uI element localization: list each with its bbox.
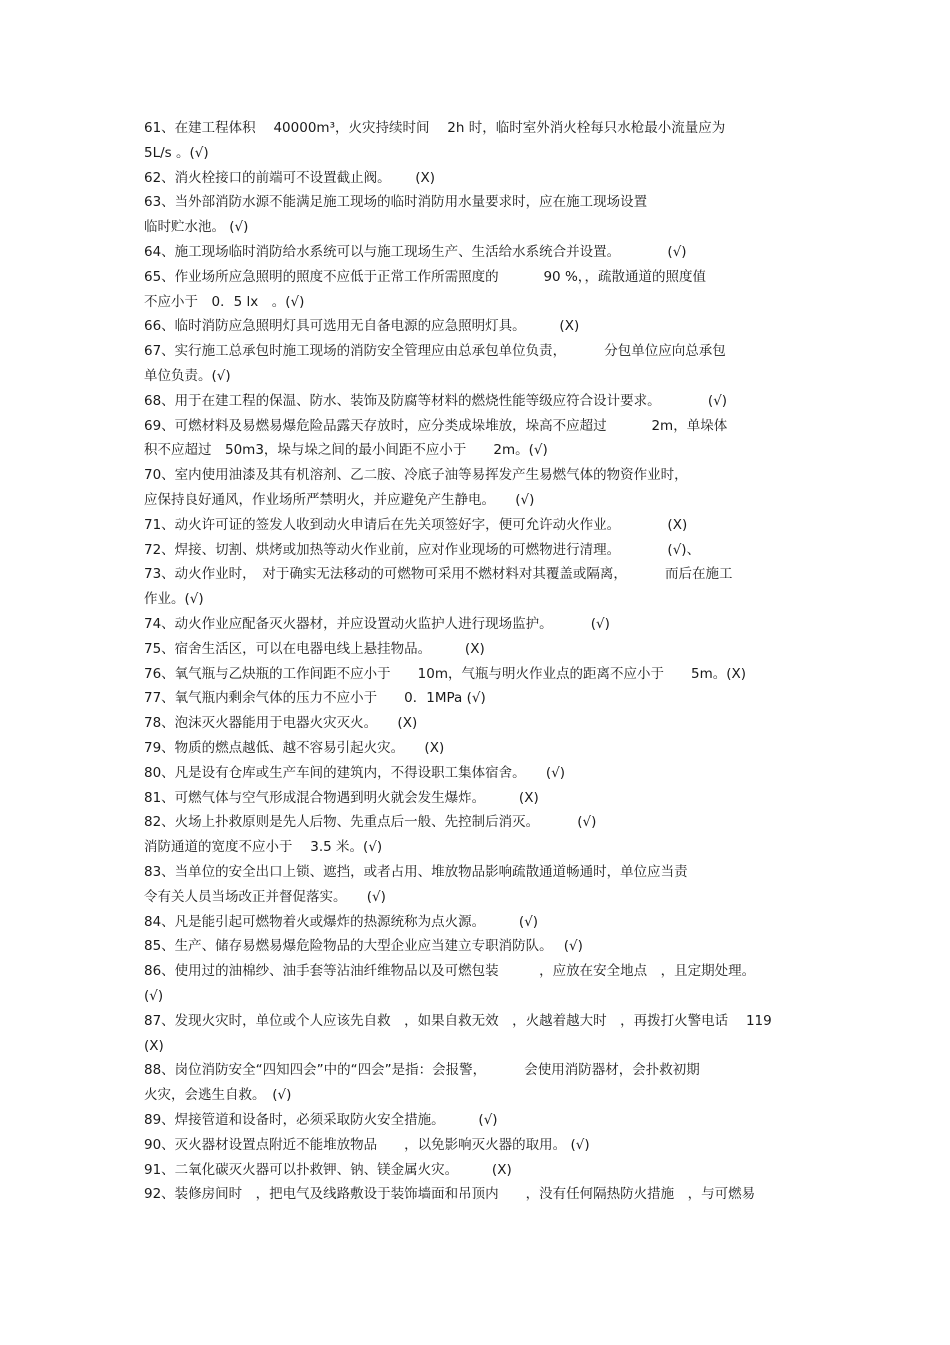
text-line: 78、泡沫灭火器能用于电器火灾灭火。 (X) <box>144 715 418 732</box>
text-line: 88、岗位消防安全“四知四会”中的“四会”是指：会报警， 会使用消防器材，会扑救初期 <box>144 1062 700 1079</box>
text-line: 90、灭火器材设置点附近不能堆放物品 ，以免影响灭火器的取用。 (√) <box>144 1136 590 1153</box>
text-line: 积不应超过 50m3，垛与垛之间的最小间距不应小于 2m。(√) <box>144 442 548 459</box>
text-line: 74、动火作业应配备灭火器材，并应设置动火监护人进行现场监护。 (√) <box>144 616 610 632</box>
text-line: 82、火场上扑救原则是先人后物、先重点后一般、先控制后消灭。 (√) <box>144 814 597 831</box>
text-line: (X) <box>144 1037 164 1054</box>
text-line: 65、作业场所应急照明的照度不应低于正常工作所需照度的 90 %，，疏散通道的照度值 <box>144 268 707 285</box>
text-line: 85、生产、储存易燃易爆危险物品的大型企业应当建立专职消防队。 (√) <box>144 938 583 955</box>
text-line: 83、当单位的安全出口上锁、遮挡，或者占用、堆放物品影响疏散通道畅通时，单位应当责 <box>144 864 688 880</box>
text-line: 67、实行施工总承包时施工现场的消防安全管理应由总承包单位负责， 分包单位应向总承包 <box>144 343 726 360</box>
text-line: 69、可燃材料及易燃易爆危险品露天存放时，应分类成垛堆放，垛高不应超过 2m，单垛体 <box>144 417 728 434</box>
text-line: 62、消火栓接口的前端可不设置截止阀。 (X) <box>144 169 436 186</box>
text-line: 89、焊接管道和设备时，必须采取防火安全措施。 (√) <box>144 1112 498 1128</box>
text-line: (√) <box>144 988 164 1004</box>
text-line: 临时贮水池。 (√) <box>144 219 249 236</box>
text-line: 消防通道的宽度不应小于 3.5 米。(√) <box>144 839 383 856</box>
text-line: 不应小于 0．5 lx 。(√) <box>144 293 305 310</box>
text-line: 63、当外部消防水源不能满足施工现场的临时消防用水量要求时，应在施工现场设置 <box>144 194 648 211</box>
text-line: 91、二氧化碳灭火器可以扑救钾、钠、镁金属火灾。 (X) <box>144 1161 512 1178</box>
text-line: 73、动火作业时， 对于确实无法移动的可燃物可采用不燃材料对其覆盖或隔离， 而后在施工 <box>144 566 733 583</box>
text-line: 70、室内使用油漆及其有机溶剂、乙二胺、冷底子油等易挥发产生易燃气体的物资作业时， <box>144 467 688 484</box>
text-line: 77、氧气瓶内剩余气体的压力不应小于 0．1MPa (√) <box>144 690 486 707</box>
text-line: 应保持良好通风，作业场所严禁明火，并应避免产生静电。 (√) <box>144 492 535 508</box>
text-line: 66、临时消防应急照明灯具可选用无自备电源的应急照明灯具。 (X) <box>144 318 580 335</box>
text-line: 76、氧气瓶与乙炔瓶的工作间距不应小于 10m，气瓶与明火作业点的距离不应小于 5m。(X) <box>144 665 747 682</box>
text-line: 令有关人员当场改正并督促落实。 (√) <box>144 888 386 905</box>
text-line: 68、用于在建工程的保温、防水、装饰及防腐等材料的燃烧性能等级应符合设计要求。 (√) <box>144 392 728 409</box>
text-line: 87、发现火灾时，单位或个人应该先自救 ，如果自救无效 ，火越着越大时 ，再拨打火警电话 119 <box>144 1012 772 1029</box>
text-line: 86、使用过的油棉纱、油手套等沾油纤维物品以及可燃包装 ，应放在安全地点 ，且定期处理。 <box>144 963 756 980</box>
text-line: 92、装修房间时 ，把电气及线路敷设于装饰墙面和吊顶内 ，没有任何隔热防火措施 ，与可燃易 <box>144 1186 756 1203</box>
text-line: 71、动火许可证的签发人收到动火申请后在先关项签好字，便可允许动火作业。 (X) <box>144 516 688 533</box>
text-line: 81、可燃气体与空气形成混合物遇到明火就会发生爆炸。 (X) <box>144 789 539 806</box>
text-line: 75、宿舍生活区，可以在电器电线上悬挂物品。 (X) <box>144 640 485 657</box>
text-line: 单位负责。(√) <box>144 368 231 384</box>
text-line: 72、焊接、切割、烘烤或加热等动火作业前，应对作业现场的可燃物进行清理。 (√)、 <box>144 541 701 558</box>
text-line: 84、凡是能引起可燃物着火或爆炸的热源统称为点火源。 (√) <box>144 913 539 930</box>
text-line: 64、施工现场临时消防给水系统可以与施工现场生产、生活给水系统合并设置。 (√) <box>144 244 687 260</box>
text-line: 火灾，会逃生自救。 (√) <box>144 1087 292 1104</box>
text-line: 80、凡是设有仓库或生产车间的建筑内，不得设职工集体宿舍。 (√) <box>144 764 566 781</box>
text-line: 5L/s 。(√) <box>144 144 209 161</box>
text-line: 79、物质的燃点越低、越不容易引起火灾。 (X) <box>144 740 445 756</box>
text-line: 作业。(√) <box>144 591 204 608</box>
text-line: 61、在建工程体积 40000m³，火灾持续时间 2h 时，临时室外消火栓每只水枪最小流量应为 <box>144 120 726 136</box>
